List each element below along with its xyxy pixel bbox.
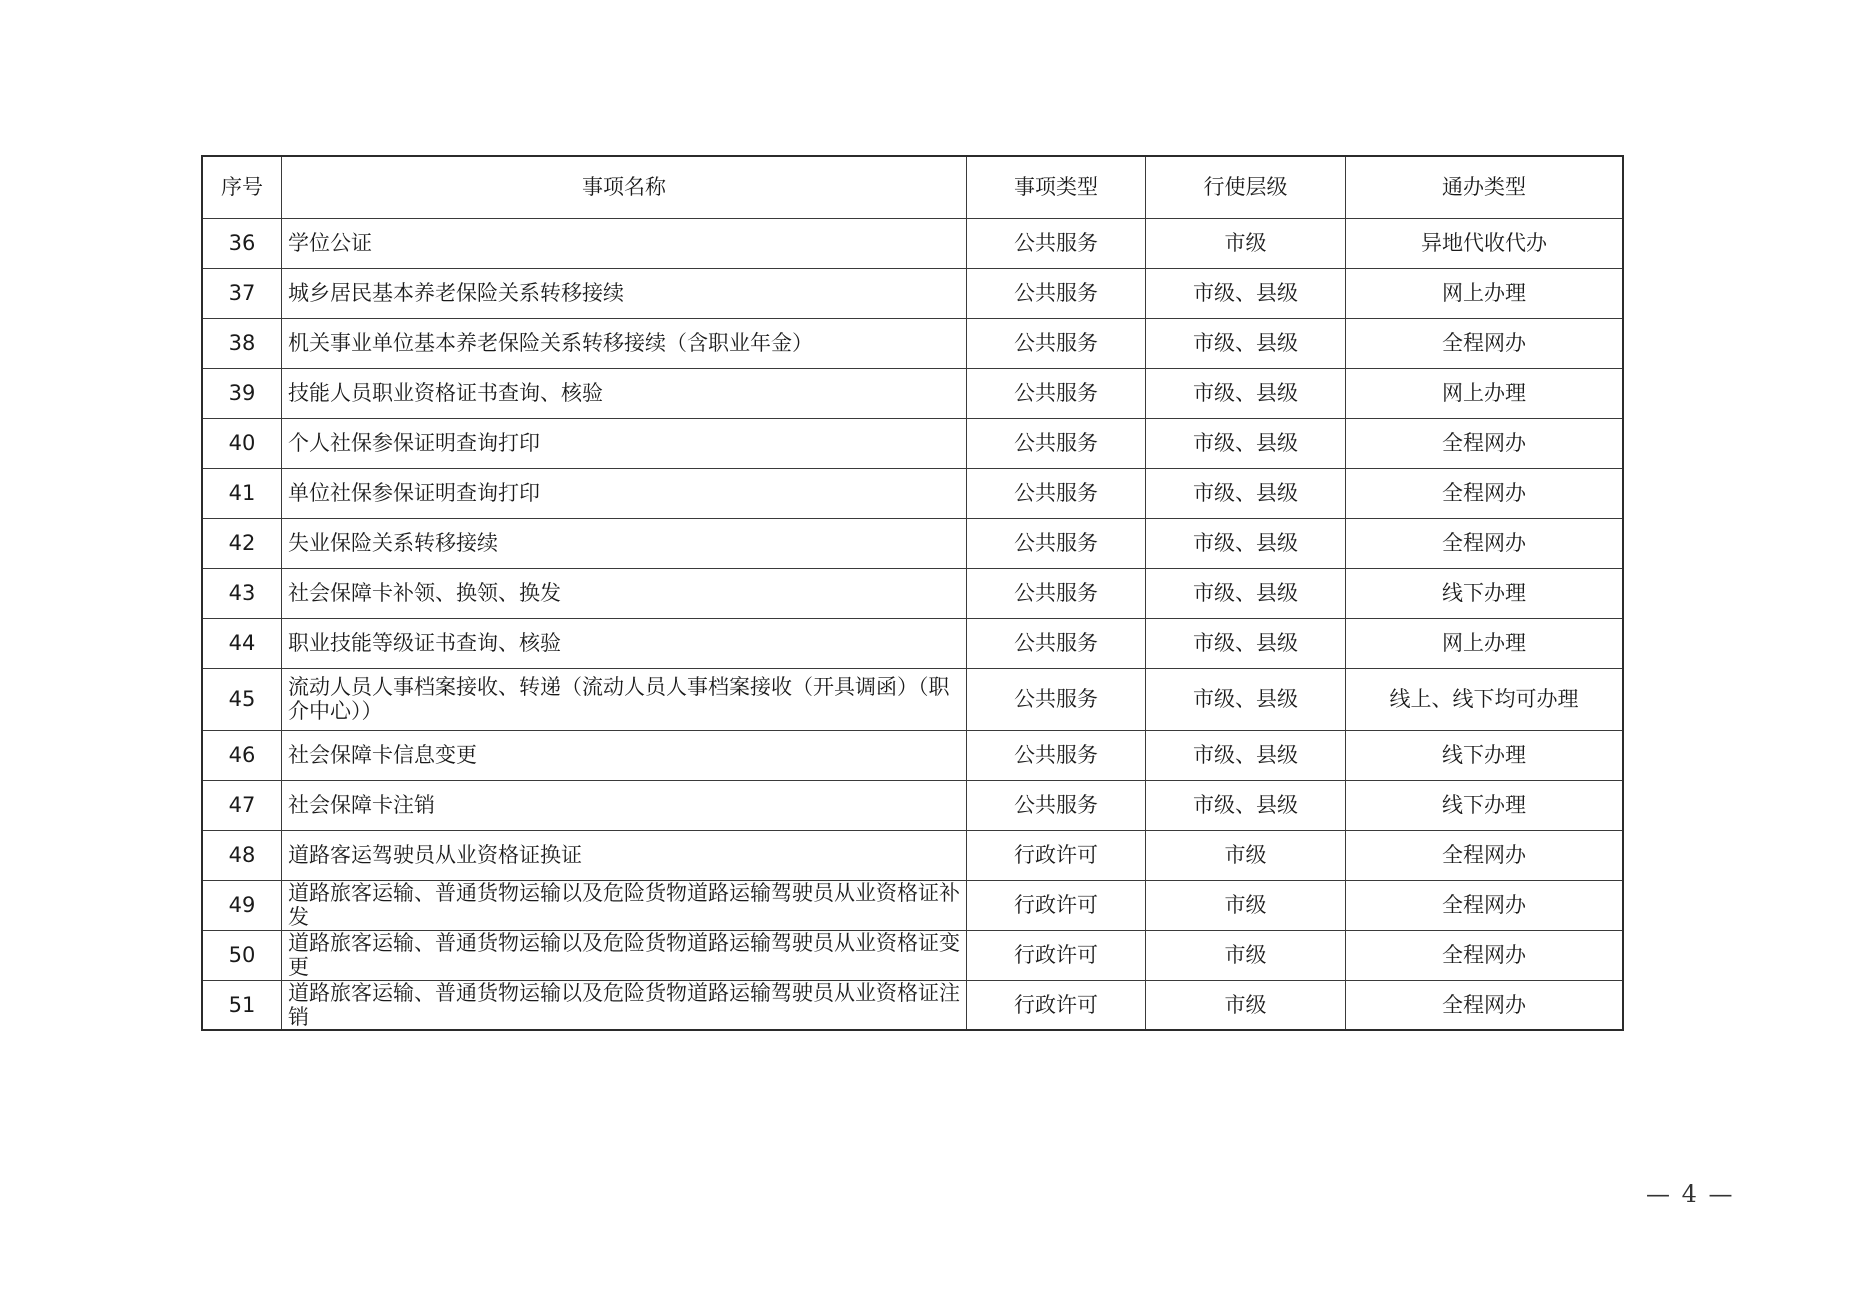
cell-item-name: 道路客运驾驶员从业资格证换证 — [282, 830, 967, 880]
table-row — [202, 268, 1623, 318]
cell-item-type: 行政许可 — [967, 830, 1146, 880]
cell-item-type: 公共服务 — [967, 518, 1146, 568]
cell-serial-number: 39 — [202, 368, 282, 418]
table-row — [202, 468, 1623, 518]
header-serial-number: 序号 — [202, 156, 282, 218]
cell-serial-number: 40 — [202, 418, 282, 468]
cell-item-name: 职业技能等级证书查询、核验 — [282, 618, 967, 668]
cell-serial-number: 38 — [202, 318, 282, 368]
table-row — [202, 418, 1623, 468]
cell-exercise-level: 市级、县级 — [1146, 780, 1346, 830]
cell-serial-number: 50 — [202, 930, 282, 980]
cell-serial-number: 48 — [202, 830, 282, 880]
cell-item-type: 公共服务 — [967, 730, 1146, 780]
cell-item-type: 公共服务 — [967, 418, 1146, 468]
cell-item-name: 失业保险关系转移接续 — [282, 518, 967, 568]
cell-handling-type: 网上办理 — [1346, 368, 1624, 418]
cell-item-type: 公共服务 — [967, 780, 1146, 830]
cell-handling-type: 全程网办 — [1346, 880, 1624, 930]
cell-item-type: 公共服务 — [967, 568, 1146, 618]
cell-handling-type: 全程网办 — [1346, 980, 1624, 1030]
cell-serial-number: 46 — [202, 730, 282, 780]
cell-item-name: 城乡居民基本养老保险关系转移接续 — [282, 268, 967, 318]
cell-serial-number: 42 — [202, 518, 282, 568]
table-row — [202, 780, 1623, 830]
cell-handling-type: 全程网办 — [1346, 468, 1624, 518]
cell-exercise-level: 市级、县级 — [1146, 368, 1346, 418]
cell-serial-number: 41 — [202, 468, 282, 518]
cell-exercise-level: 市级 — [1146, 218, 1346, 268]
cell-item-name: 单位社保参保证明查询打印 — [282, 468, 967, 518]
cell-serial-number: 44 — [202, 618, 282, 668]
cell-exercise-level: 市级、县级 — [1146, 268, 1346, 318]
cell-item-type: 公共服务 — [967, 468, 1146, 518]
cell-serial-number: 49 — [202, 880, 282, 930]
cell-exercise-level: 市级、县级 — [1146, 318, 1346, 368]
cell-handling-type: 网上办理 — [1346, 618, 1624, 668]
table-row — [202, 318, 1623, 368]
table-row — [202, 568, 1623, 618]
cell-item-name: 技能人员职业资格证书查询、核验 — [282, 368, 967, 418]
cell-item-name: 个人社保参保证明查询打印 — [282, 418, 967, 468]
cell-serial-number: 47 — [202, 780, 282, 830]
cell-handling-type: 全程网办 — [1346, 318, 1624, 368]
cell-handling-type: 网上办理 — [1346, 268, 1624, 318]
cell-handling-type: 线上、线下均可办理 — [1346, 668, 1624, 730]
service-items-table — [201, 155, 1624, 1031]
cell-handling-type: 全程网办 — [1346, 518, 1624, 568]
cell-item-type: 行政许可 — [967, 980, 1146, 1030]
cell-item-name: 道路旅客运输、普通货物运输以及危险货物道路运输驾驶员从业资格证变更 — [282, 930, 967, 980]
table-row — [202, 730, 1623, 780]
cell-handling-type: 线下办理 — [1346, 568, 1624, 618]
header-exercise-level: 行使层级 — [1146, 156, 1346, 218]
cell-exercise-level: 市级 — [1146, 880, 1346, 930]
cell-item-type: 公共服务 — [967, 268, 1146, 318]
cell-item-type: 行政许可 — [967, 880, 1146, 930]
header-item-name: 事项名称 — [282, 156, 967, 218]
table-row — [202, 518, 1623, 568]
table-body — [202, 218, 1623, 1030]
table-row — [202, 218, 1623, 268]
cell-handling-type: 全程网办 — [1346, 930, 1624, 980]
cell-item-type: 行政许可 — [967, 930, 1146, 980]
table-row — [202, 830, 1623, 880]
cell-handling-type: 全程网办 — [1346, 830, 1624, 880]
table-row — [202, 880, 1623, 930]
cell-exercise-level: 市级 — [1146, 830, 1346, 880]
cell-serial-number: 43 — [202, 568, 282, 618]
cell-handling-type: 全程网办 — [1346, 418, 1624, 468]
table-row — [202, 618, 1623, 668]
cell-exercise-level: 市级、县级 — [1146, 730, 1346, 780]
cell-serial-number: 51 — [202, 980, 282, 1030]
cell-item-type: 公共服务 — [967, 618, 1146, 668]
cell-exercise-level: 市级、县级 — [1146, 418, 1346, 468]
header-item-type: 事项类型 — [967, 156, 1146, 218]
cell-handling-type: 线下办理 — [1346, 780, 1624, 830]
cell-item-type: 公共服务 — [967, 668, 1146, 730]
cell-item-name: 机关事业单位基本养老保险关系转移接续（含职业年金） — [282, 318, 967, 368]
cell-item-type: 公共服务 — [967, 318, 1146, 368]
cell-exercise-level: 市级、县级 — [1146, 668, 1346, 730]
cell-item-type: 公共服务 — [967, 368, 1146, 418]
table-row — [202, 930, 1623, 980]
table-row — [202, 980, 1623, 1030]
cell-serial-number: 37 — [202, 268, 282, 318]
table-header-row — [202, 156, 1623, 218]
cell-item-name: 道路旅客运输、普通货物运输以及危险货物道路运输驾驶员从业资格证补发 — [282, 880, 967, 930]
cell-serial-number: 36 — [202, 218, 282, 268]
cell-item-name: 流动人员人事档案接收、转递（流动人员人事档案接收（开具调函）（职介中心）） — [282, 668, 967, 730]
cell-exercise-level: 市级、县级 — [1146, 618, 1346, 668]
cell-handling-type: 异地代收代办 — [1346, 218, 1624, 268]
cell-exercise-level: 市级、县级 — [1146, 468, 1346, 518]
cell-item-name: 社会保障卡信息变更 — [282, 730, 967, 780]
cell-item-name: 学位公证 — [282, 218, 967, 268]
cell-exercise-level: 市级 — [1146, 980, 1346, 1030]
cell-serial-number: 45 — [202, 668, 282, 730]
table-row — [202, 668, 1623, 730]
cell-item-name: 道路旅客运输、普通货物运输以及危险货物道路运输驾驶员从业资格证注销 — [282, 980, 967, 1030]
cell-item-type: 公共服务 — [967, 218, 1146, 268]
cell-item-name: 社会保障卡补领、换领、换发 — [282, 568, 967, 618]
cell-exercise-level: 市级、县级 — [1146, 568, 1346, 618]
table-row — [202, 368, 1623, 418]
header-handling-type: 通办类型 — [1346, 156, 1624, 218]
cell-item-name: 社会保障卡注销 — [282, 780, 967, 830]
page-number: — 4 — — [1646, 1180, 1735, 1208]
cell-exercise-level: 市级、县级 — [1146, 518, 1346, 568]
cell-handling-type: 线下办理 — [1346, 730, 1624, 780]
cell-exercise-level: 市级 — [1146, 930, 1346, 980]
